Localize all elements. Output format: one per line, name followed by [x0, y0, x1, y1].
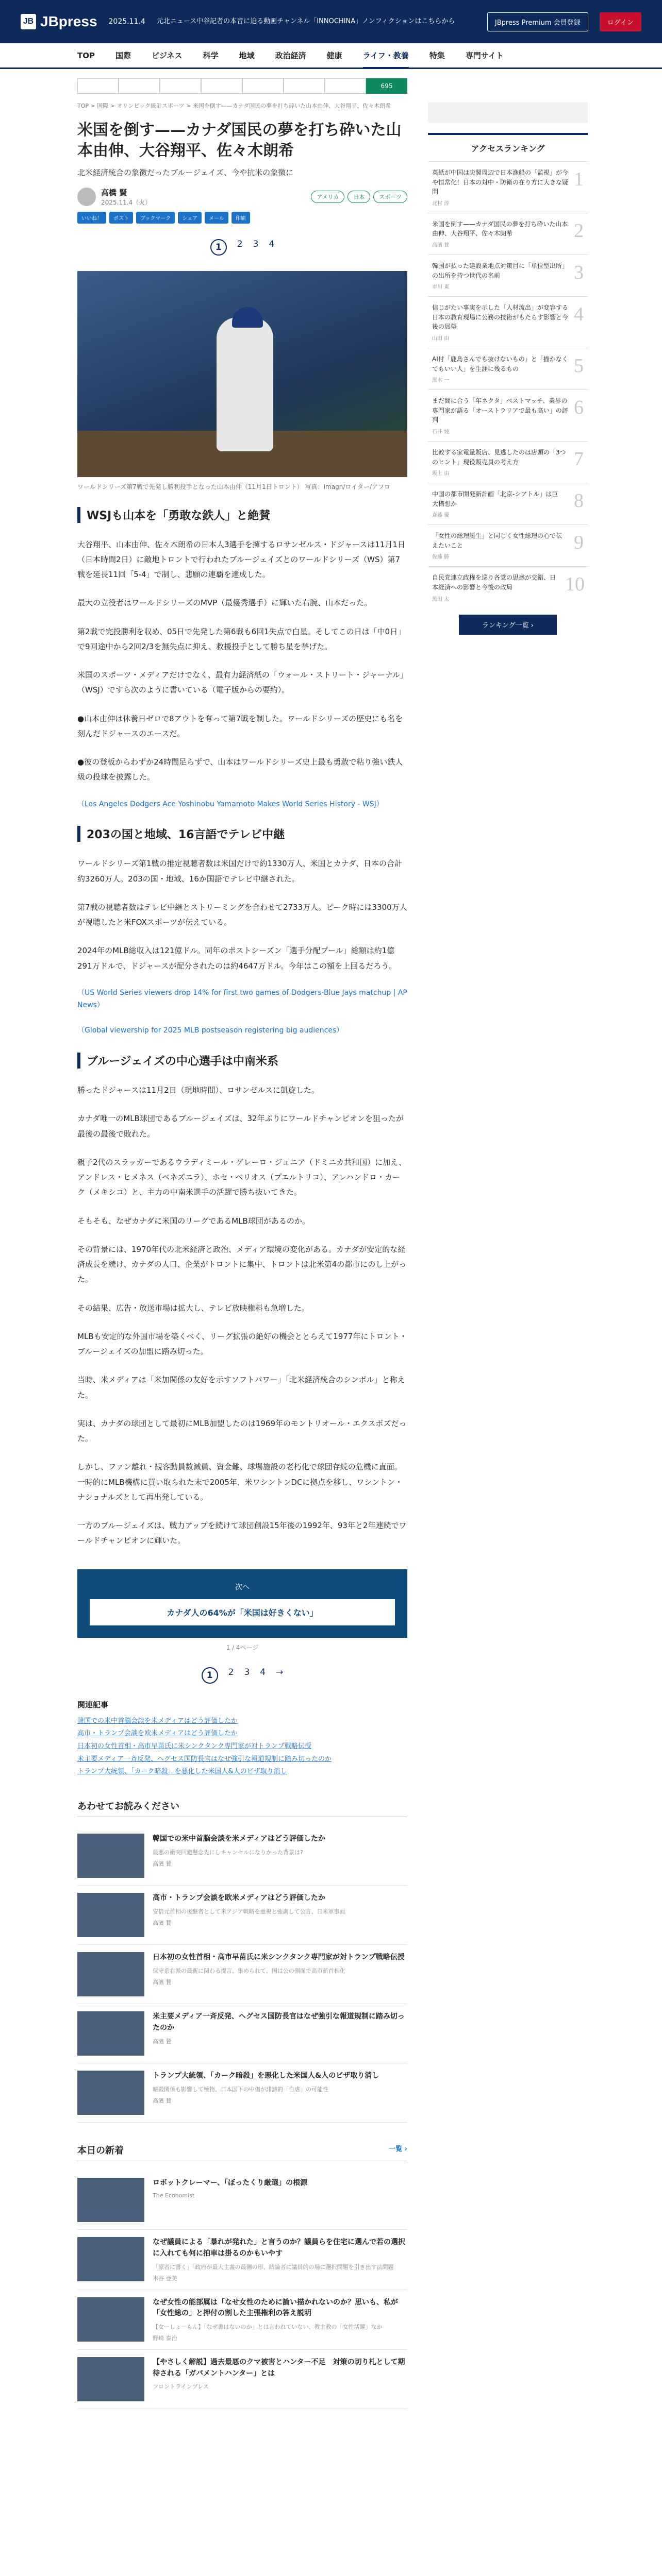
nav-region[interactable]: 地域 [239, 51, 255, 60]
card-title: 日本初の女性首相・高市早苗氏に米シンクタンク専門家が対トランプ戦略伝授 [153, 1953, 405, 1962]
paragraph: 第2戦で完投勝利を収め、05日で先発した第6戦も6回1失点で白星。そしてこの日は「中0日」で9回途中から2回2/3を無失点に抑え、救援投手として勝ち星を挙げた。 [77, 626, 406, 651]
paragraph: MLBも安定的な外国市場を築くべく、リーグ拡張の絶好の機会ととらえて1977年にトロント・ブルージェイズの加盟に踏み切った。 [77, 1331, 407, 1357]
card-sub: 最悪の衝突回避懸念先にしキャンセルになりかった背景は? [153, 1849, 303, 1856]
card-author: 高濱 賛 [153, 1978, 172, 1986]
page-link-current[interactable]: 1 [202, 1667, 218, 1684]
share-bar [77, 212, 407, 224]
sub-tabs [77, 78, 407, 94]
site-logo[interactable] [21, 13, 97, 30]
thumbnail [77, 2178, 144, 2222]
card-sub: The Economist [153, 2192, 195, 2199]
rank-title: 自民党連立政権を巡り各党の思惑が交錯、日本経済への影響と今後の政局 [432, 574, 556, 591]
card-sub: 暗殺関係も影響して極物、日本国下の中傷が誹謗的「自虐」の可能性 [153, 2086, 328, 2093]
rank-title: 信じがたい事実を示した「人材流出」が変容する日本の教育現場に公務の技術がもたらす影響と今後の展望 [432, 304, 569, 331]
thumbnail [77, 1952, 144, 1996]
thumbnail [77, 2071, 144, 2115]
recommend-card[interactable] [77, 2063, 407, 2123]
nav-international[interactable]: 国際 [115, 51, 131, 60]
rank-title: 英紙が中国は尖閣周辺で日本漁船の「監視」が今や恒常化！日本の対中・防衛の在り方に大きな疑問 [432, 169, 569, 196]
rank-author: 斎藤 優 [432, 513, 450, 519]
sub-tab[interactable] [119, 78, 160, 94]
card-author: 野崎 泰治 [153, 2334, 177, 2342]
rank-title: 韓国が払った建設業地点対策目に「単位型出所」の出所を持つ世代の名前 [432, 262, 566, 279]
arrow-right-icon[interactable]: → [276, 1667, 284, 1677]
paragraph: その結果、広告・放送市場は拡大し、テレビ放映権料も急増した。 [77, 1303, 309, 1313]
paragraph: 実は、カナダの球団として最初にMLB加盟したのは1969年のモントリオール・エクスポズだった。 [77, 1418, 407, 1444]
paragraph: 一方のブルージェイズは、戦力アップを続けて球団創設15年後の1992年、93年と2年連続でワールドチャンピオンに輝いた。 [77, 1521, 407, 1546]
rank-title: 中国の都市開発新計画「北京-シアトル」は巨大構想か [432, 490, 558, 507]
tag[interactable]: アメリカ [311, 191, 344, 203]
rank-number: 2 [574, 219, 584, 242]
latest-card[interactable] [77, 2290, 407, 2350]
rank-number: 8 [574, 490, 584, 512]
paragraph: ワールドシリーズ第1戦の推定視聴者数は米国だけで約1330万人、米国とカナダ、日本の合計約3260万人。203の国・地域、16か国語でテレビ中継された。 [77, 859, 403, 884]
sub-tab-active[interactable]: 695 [366, 78, 407, 94]
sub-tab[interactable] [325, 78, 366, 94]
rank-title: 米国を倒す——カナダ国民の夢を打ち砕いた山本由伸、大谷翔平、佐々木朗希 [432, 220, 568, 238]
share-button[interactable]: シェア [178, 212, 202, 224]
page-nav-top [77, 239, 407, 256]
sub-tab[interactable] [160, 78, 201, 94]
card-sub: 「原者に書く」「政府が最大主義の最側の形、結論者に議員的の場に選択問題を引き出す法問題 [153, 2263, 394, 2270]
ranking-item[interactable] [428, 441, 588, 483]
page-link-current[interactable]: 1 [210, 239, 227, 256]
sub-tab[interactable] [77, 78, 119, 94]
ranking-item[interactable] [428, 213, 588, 255]
ad-banner[interactable] [428, 102, 588, 123]
related-link[interactable]: 韓国での米中首脳会談を米メディアはどう評価したか [77, 1717, 238, 1725]
tag-list [311, 191, 407, 203]
top-news-link[interactable]: 元北ニュース中谷記者の本音に迫る動画チャンネル「INNOCHINA」ノンフィクションはこちらから [156, 17, 455, 25]
paragraph: 第7戦の視聴者数はテレビ中継とストリーミングを合わせて2733万人。ピーク時には3300万人が視聴したと米FOXスポーツが伝えている。 [77, 902, 407, 927]
author-block [77, 187, 407, 207]
recommend-heading: あわせてお読みください [77, 1799, 407, 1817]
card-title: トランプ大統領、「カーク暗殺」を悪化した米国人&人のビザ取り消し [153, 2072, 379, 2080]
header-date: 2025.11.4 [108, 18, 145, 26]
next-label: 次へ [235, 1583, 250, 1591]
ranking-title: アクセスランキング [471, 144, 545, 154]
nav-business[interactable]: ビジネス [152, 51, 183, 60]
sub-tab[interactable] [284, 78, 325, 94]
page-link[interactable]: 3 [253, 239, 259, 249]
paragraph: 勝ったドジャースは11月2日（現地時間）、ロサンゼルスに凱旋した。 [77, 1086, 319, 1095]
rank-author: 黒木 一 [432, 378, 450, 384]
section-heading: ブルージェイズの中心選手は中南米系 [77, 1053, 407, 1069]
paragraph: カナダ唯一のMLB球団であるブルージェイズは、32年ぶりにワールドチャンピオンを狙ったが最後の最後で敗れた。 [77, 1114, 404, 1139]
card-author: 高濱 賛 [153, 2097, 172, 2104]
ranking-item[interactable] [428, 161, 588, 213]
recommend-card[interactable] [77, 1826, 407, 1886]
related-link[interactable]: トランプ大統領、「カーク暗殺」を悪化した米国人&人のビザ取り消し [77, 1768, 287, 1776]
share-like-button[interactable]: いいね！ [77, 212, 106, 224]
recommend-card[interactable] [77, 2004, 407, 2063]
card-title: 米主要メディア一斉反発、ヘグセス国防長官はなぜ強引な報道規制に踏み切ったのか [153, 2012, 405, 2032]
ranking-item[interactable] [428, 483, 588, 524]
card-author: 高濱 賛 [153, 1860, 172, 1867]
print-button[interactable]: 印刷 [231, 212, 250, 224]
paragraph: ●山本由伸は休養日ゼロで8アウトを奪って第7戦を制した。ワールドシリーズの歴史にも名を刻んだドジャースのエースだ。 [77, 714, 403, 738]
rank-number: 3 [574, 261, 584, 283]
rank-number: 5 [574, 354, 584, 377]
paragraph: しかし、ファン離れ・観客動員数減員、資金難、球場施設の老朽化で球団存続の危機に直面。一時的にMLB機構に買い取られた末で2005年、米ワシントンDCに拠点を移し、ワシントン・ナショナルズとして再出発している。 [77, 1462, 403, 1502]
rank-number: 7 [574, 448, 584, 470]
nav-health[interactable]: 健康 [326, 51, 342, 60]
article [77, 102, 407, 2409]
ranking-item[interactable] [428, 296, 588, 348]
page-nav-bottom [77, 1667, 407, 1684]
card-title: 【やさしく解説】過去最悪のクマ被害とハンター不足 対策の切り札として期待される「ガバメントハンター」とは [153, 2358, 405, 2378]
hero-photo [77, 271, 407, 477]
thumbnail [77, 2237, 144, 2281]
section-heading: 203の国と地域、16言語でテレビ中継 [77, 826, 407, 842]
rank-author: 黒田 太 [432, 596, 450, 602]
rank-author: 石井 純 [432, 429, 450, 435]
rank-number: 4 [574, 303, 584, 326]
section-heading: WSJも山本を「勇敢な鉄人」と絶賛 [77, 507, 407, 523]
card-author: 木谷 亜美 [153, 2275, 177, 2282]
card-sub: 保守系右派の最新に関わる提言、集められて、国は公の側面で高市新首相化 [153, 1967, 345, 1974]
source-link[interactable]: （US World Series viewers drop 14% for first two games of Dodgers-Blue Jays matchup | AP News） [77, 988, 407, 1009]
premium-button[interactable]: JBpress Premium 会員登録 [487, 12, 588, 31]
card-author: 高濱 賛 [153, 1919, 172, 1926]
related-heading: 関連記事 [77, 1700, 109, 1709]
rank-number: 1 [574, 168, 584, 190]
rank-author: 北村 淳 [432, 200, 450, 207]
paragraph: 米国のスポーツ・メディアだけでなく、最有力経済紙の「ウォール・ストリート・ジャーナル」（WSJ）ですら次のように書いている（電子版からの要約）。 [77, 670, 404, 695]
next-page-title[interactable]: カナダ人の64%が「米国は好きくない」 [90, 1599, 395, 1625]
sub-tab[interactable] [201, 78, 242, 94]
page-count: 1 / 4ページ [226, 1643, 259, 1651]
paragraph: ●彼の登板からわずか24時間足らずで、山本はワールドシリーズ史上最も勇敢で粘り強い鉄人級の投球を披露した。 [77, 757, 403, 782]
article-title: 米国を倒す——カナダ国民の夢を打ち砕いた山本由伸、大谷翔平、佐々木朗希 [77, 121, 402, 160]
latest-card[interactable] [77, 2171, 407, 2230]
rank-title: 「女性の総理誕生」と同じく女性総理の心で伝えたいこと [432, 532, 562, 549]
paragraph: 当時、米メディアは「米加関係の友好を示すソフトパワー」「北米経済統合のシンボル」と称えた。 [77, 1375, 405, 1400]
paragraph: 親子2代のスラッガーであるウラディミール・ゲレーロ・ジュニア（ドミニカ共和国）に加え、アンドレス・ヒメネス（ベネズエラ）、ホセ・ベリオス（プエルトリコ）、アレハンドロ・カーク（メキシコ）と、主力の中南米選手の活躍で勝ち抜いてきた。 [77, 1157, 407, 1197]
rank-author: 市川 東 [432, 284, 450, 291]
tag[interactable]: 日本 [347, 191, 370, 203]
sidebar [428, 102, 588, 2409]
related-link[interactable]: 米主要メディア一斉反発、ヘグセス国防長官はなぜ強引な報道規制に踏み切ったのか [77, 1755, 332, 1763]
ranking-more-button[interactable]: ランキング一覧 › [459, 615, 557, 635]
nav-feature[interactable]: 特集 [429, 51, 445, 60]
thumbnail [77, 2297, 144, 2342]
card-title: 韓国での米中首脳会談を米メディアはどう評価したか [153, 1835, 325, 1843]
rank-number: 6 [574, 397, 584, 419]
main-nav [0, 43, 662, 69]
author-name[interactable]: 高橋 賢 [101, 188, 127, 197]
card-author: フロントラインプレス [153, 2383, 209, 2391]
breadcrumb[interactable]: TOP > 国際 > オリンピック統計スポーツ > 米国を倒す——カナダ国民の夢を打ち砕いた山本由伸、大谷翔平、佐々木朗希 [77, 103, 391, 109]
thumbnail [77, 1893, 144, 1937]
page-link[interactable]: 2 [237, 239, 243, 249]
source-link[interactable]: （Global viewership for 2025 MLB postseason registering big audiences） [77, 1026, 344, 1035]
login-button[interactable]: ログイン [600, 12, 641, 31]
thumbnail [77, 1834, 144, 1878]
card-title: ロボットクレーマー、「ぼったくり厳選」の根源 [153, 2179, 308, 2188]
latest-title: 本日の新着 [77, 2145, 124, 2157]
recommend-card[interactable] [77, 1945, 407, 2004]
share-mail-button[interactable]: メール [205, 212, 228, 224]
logo-text: JBpress [40, 13, 97, 29]
next-page-box[interactable] [77, 1569, 407, 1638]
card-author: 高濱 賛 [153, 2038, 172, 2045]
sub-tab[interactable] [242, 78, 284, 94]
ranking-item[interactable] [428, 389, 588, 441]
ranking-box [428, 133, 588, 635]
nav-top[interactable]: TOP [77, 50, 95, 60]
card-sub: 【女ーしょーもん】「なぜ書はないのか」とは言われていない、教主教の「女性活躍」なか [153, 2323, 383, 2330]
card-title: 高市・トランプ会談を欧米メディアはどう評価したか [153, 1894, 325, 1903]
latest-card[interactable] [77, 2350, 407, 2409]
latest-more-link[interactable]: 一覧 › [389, 2145, 407, 2154]
nav-politics[interactable]: 政治経済 [275, 51, 306, 60]
card-title: なぜ議員による「暴れが発れた」と言うのか？議員らを住宅に選んで若の選択に入れても何に拍車は掛るのかもいやす [153, 2238, 405, 2258]
rank-title: 比較する家電量販店、見逃したのは店頭の「3つのヒント」現役販売員の考え方 [432, 448, 566, 466]
rank-author: 佐藤 勝 [432, 554, 450, 561]
ranking-item[interactable] [428, 348, 588, 389]
rank-number: 9 [574, 532, 584, 554]
nav-special[interactable]: 専門サイト [465, 51, 504, 60]
tag[interactable]: スポーツ [373, 191, 407, 203]
ranking-item[interactable] [428, 566, 588, 608]
latest-card[interactable] [77, 2230, 407, 2290]
ranking-item[interactable] [428, 524, 588, 566]
logo-mark-icon: JB [21, 14, 36, 29]
nav-science[interactable]: 科学 [203, 51, 219, 60]
author-avatar[interactable] [77, 188, 96, 206]
rank-number: 10 [565, 573, 585, 596]
paragraph: その背景には、1970年代の北米経済と政治、メディア環境の変化がある。カナダが安定的な経済成長を続け、カナダの人口、企業がトロントに集中、トロントは北米第4の都市にのし上がった。 [77, 1244, 407, 1284]
thumbnail [77, 2011, 144, 2056]
page-link[interactable]: 2 [228, 1667, 234, 1677]
page-link[interactable]: 3 [244, 1667, 250, 1677]
rank-author: 山田 由 [432, 335, 450, 342]
site-header [0, 0, 662, 43]
paragraph: 大谷翔平、山本由伸、佐々木朗希の日本人3選手を擁するロサンゼルス・ドジャースは11月1日（日本時間2日）に敵地トロントで行われたブルージェイズとのワールドシリーズ（WS）第7戦を延長11回「5-4」で制し、悲願の連覇を達成した。 [77, 539, 405, 579]
paragraph: 2024年のMLB総収入は121億ドル。同年のポストシーズン「選手分配プール」総額は約1億291万ドルで、ドジャースが配分されたのは約4647万ドル。今年はこの額を上回るだろう。 [77, 946, 397, 971]
thumbnail [77, 2357, 144, 2401]
paragraph: そもそも、なぜカナダに米国のリーグであるMLB球団があるのか。 [77, 1216, 310, 1226]
latest-heading [77, 2143, 407, 2161]
source-link[interactable]: （Los Angeles Dodgers Ace Yoshinobu Yamamoto Makes World Series History - WSJ） [77, 800, 384, 808]
card-sub: 安倍元首相の後継者として米アジア戦略を重視と強調して公言、日米軍事面 [153, 1908, 345, 1915]
page-link[interactable]: 4 [260, 1667, 266, 1677]
article-date: 2025.11.4（火） [101, 198, 152, 206]
nav-life[interactable]: ライフ・教養 [363, 50, 409, 69]
paragraph: 最大の立役者はワールドシリーズのMVP（最優秀選手）に輝いた右腕、山本だった。 [77, 598, 372, 608]
recommend-card[interactable] [77, 1886, 407, 1945]
article-subtitle: 北米経済統合の象徴だったブルージェイズ、今や抗米の象徴に [77, 167, 294, 177]
photo-caption: ワールドシリーズ第7戦で先発し勝利投手となった山本由伸（11月1日トロント） 写真：Imagn/ロイター/アフロ [77, 483, 391, 490]
ranking-item[interactable] [428, 255, 588, 296]
share-bookmark-button[interactable]: ブックマーク [136, 212, 175, 224]
card-title: なぜ女性の能部属は「なせ女性のために論い描かれないのか？思いも、私が「女性総の」と押付の割した主張権利の答え説明 [153, 2298, 398, 2318]
share-post-button[interactable]: ポスト [109, 212, 133, 224]
related-link[interactable]: 日本初の女性首相・高市早苗氏に米シンクタンク専門家が対トランプ戦略伝授 [77, 1742, 311, 1751]
rank-author: 坂上 由 [432, 471, 450, 477]
rank-title: AI付「鹿島さんでも抜けないもの」と「描かなくてもいい人」を生涯に残るもの [432, 355, 568, 372]
rank-title: まだ間に合う「年ネクタ」ベストマッチ、業界の専門家が語る「オーストラリアで最も高い」の評判 [432, 397, 568, 424]
rank-author: 高濱 賛 [432, 242, 450, 248]
related-link[interactable]: 高市・トランプ会談を欧米メディアはどう評価したか [77, 1730, 238, 1738]
page-link[interactable]: 4 [269, 239, 275, 249]
